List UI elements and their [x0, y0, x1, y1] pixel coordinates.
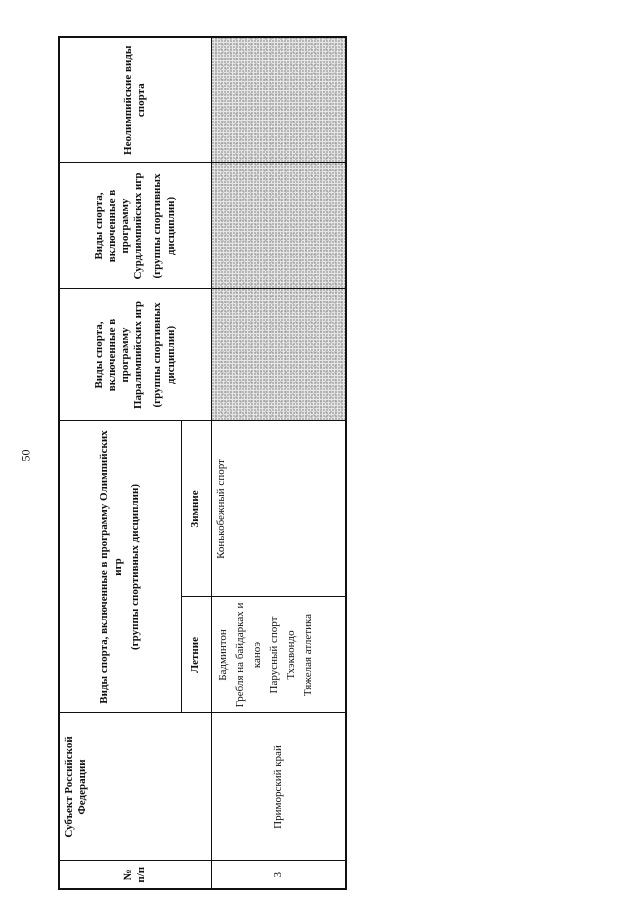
header-subject: Субъект Российской Федерации — [59, 713, 211, 861]
header-deaflympic — [59, 163, 211, 289]
header-winter: Зимние — [181, 421, 211, 597]
paralympic-cell-shaded — [211, 289, 346, 421]
header-olympic — [59, 421, 181, 713]
row-summer-sports — [211, 597, 346, 713]
header-paralympic-title: Виды спорта, включенные в программу Паралимпийских игр — [92, 300, 145, 410]
header-olympic-title: Виды спорта, включенные в программу Олимпийских игр — [98, 430, 124, 704]
row-winter-sports: Конькобежный спорт — [211, 421, 346, 597]
sports-table — [58, 36, 347, 890]
header-summer: Летние — [181, 597, 211, 713]
header-deaflympic-title: Виды спорта, включенные в программу Сурдлимпийских игр — [92, 172, 145, 280]
row-num: 3 — [211, 861, 346, 889]
summer-sport-item: Парусный спорт — [267, 616, 280, 694]
page-number: 50 — [18, 449, 33, 462]
nonolympic-cell-shaded — [211, 37, 346, 163]
header-paralympic-note: (группы спортивных дисциплин) — [151, 302, 177, 408]
header-deaflympic-note: (группы спортивных дисциплин) — [151, 173, 177, 279]
header-nonolympic: Неолимпийские виды спорта — [59, 37, 211, 163]
summer-sport-item: Бадминтон — [216, 629, 229, 681]
summer-sport-item: Гребля на байдарках и каноэ — [233, 602, 263, 708]
summer-sport-item: Тяжелая атлетика — [301, 613, 314, 697]
header-num: № п/п — [59, 861, 211, 889]
header-paralympic — [59, 289, 211, 421]
summer-sport-item: Тхэквондо — [284, 630, 297, 680]
header-olympic-note: (группы спортивных дисциплин) — [128, 484, 141, 651]
row-subject: Приморский край — [211, 713, 346, 861]
deaflympic-cell-shaded — [211, 163, 346, 289]
